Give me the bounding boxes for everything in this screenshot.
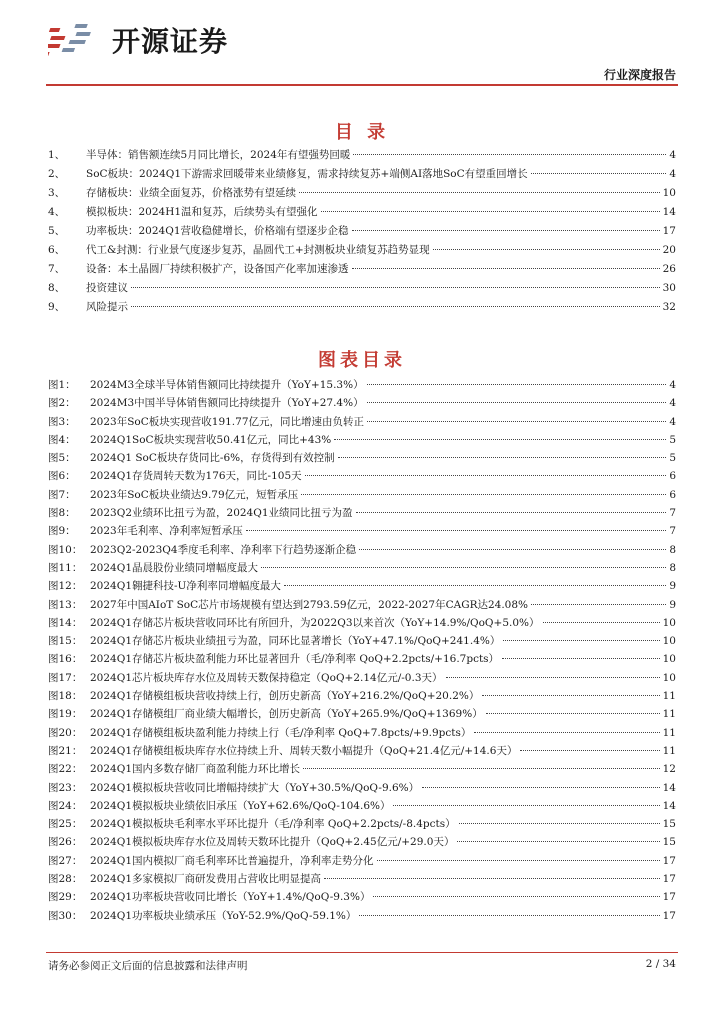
entry-page: 15 (662, 818, 676, 831)
figure-entry[interactable] (48, 486, 676, 504)
entry-title: 2023年SoC板块实现营收191.77亿元，同比增速由负转正 (90, 415, 365, 428)
entry-title: 2023Q2-2023Q4季度毛利率、净利率下行趋势逐渐企稳 (90, 543, 357, 556)
dot-leader (131, 305, 660, 307)
entry-title: 2024Q1模拟板块业绩依旧承压（YoY+62.6%/QoQ-104.6%） (90, 799, 391, 812)
dot-leader (531, 172, 667, 174)
toc-entry[interactable] (48, 298, 676, 317)
dot-leader (446, 676, 660, 678)
entry-number: 图28： (48, 873, 83, 886)
entry-number: 图26： (48, 836, 83, 849)
figure-entry[interactable] (48, 687, 676, 705)
dot-leader (353, 153, 666, 155)
entry-number: 图12： (48, 580, 83, 593)
entry-title: 代工&封测：行业景气度逐步复苏，晶圆代工+封测板块业绩复苏趋势显现 (86, 244, 430, 256)
figure-entry[interactable] (48, 596, 676, 614)
figure-entry[interactable] (48, 852, 676, 870)
entry-number: 9、 (48, 301, 66, 313)
page-number: 2 / 34 (645, 958, 676, 970)
dot-leader (377, 859, 660, 861)
entry-page: 4 (669, 397, 676, 410)
entry-page: 12 (662, 763, 676, 776)
entry-page: 5 (669, 433, 676, 446)
dot-leader (324, 877, 660, 879)
entry-number: 图21： (48, 744, 83, 757)
dot-leader (433, 248, 660, 250)
entry-number: 图15： (48, 635, 83, 648)
header-divider (46, 84, 678, 86)
entry-title: 2024Q1SoC板块实现营收50.41亿元，同比+43% (90, 433, 332, 446)
entry-page: 4 (669, 149, 676, 161)
figure-entry[interactable] (48, 376, 676, 394)
toc-entry[interactable] (48, 260, 676, 279)
entry-number: 图13： (48, 598, 83, 611)
entry-number: 图16： (48, 653, 83, 666)
entry-title: 2024Q1存储模组板块库存水位持续上升、周转天数小幅提升（QoQ+21.4亿元/+14.6天） (90, 744, 518, 757)
toc-entry[interactable] (48, 165, 676, 184)
entry-number: 图2： (48, 397, 76, 410)
entry-title: 2024M3全球半导体销售额同比持续提升（YoY+15.3%） (90, 379, 364, 391)
dot-leader (474, 731, 659, 733)
dot-leader (131, 286, 660, 288)
entry-title: 2024Q1存储芯片板块营收同环比有所回升，为2022Q3以来首次（YoY+14.9%/QoQ+5.0%） (90, 616, 540, 629)
entry-page: 8 (669, 543, 676, 556)
entry-number: 图24： (48, 799, 83, 812)
figure-entry[interactable] (48, 888, 676, 906)
dot-leader (352, 229, 660, 231)
figure-entry[interactable] (48, 779, 676, 797)
toc-entry[interactable] (48, 203, 676, 222)
entry-page: 7 (669, 525, 676, 538)
entry-number: 3、 (48, 187, 66, 199)
dot-leader (301, 493, 666, 495)
entry-title: 模拟板块：2024H1温和复苏，后续势头有望强化 (86, 206, 318, 218)
figure-entry[interactable] (48, 467, 676, 485)
toc-entry[interactable] (48, 222, 676, 241)
entry-page: 5 (669, 452, 676, 465)
entry-title: 2023年毛利率、净利率短暂承压 (90, 525, 243, 538)
brand-name: 开源证券 (112, 25, 229, 58)
entry-number: 图10： (48, 543, 83, 556)
toc-entry[interactable] (48, 146, 676, 165)
entry-page: 17 (662, 225, 676, 237)
entry-number: 4、 (48, 206, 66, 218)
figure-entry[interactable] (48, 797, 676, 815)
entry-title: 2024Q1翱捷科技-U净利率同增幅度最大 (90, 580, 281, 593)
entry-number: 图25： (48, 818, 83, 831)
figure-entry[interactable] (48, 413, 676, 431)
entry-number: 1、 (48, 149, 66, 161)
dot-leader (359, 914, 659, 916)
entry-title: 2024Q1存储模组板块盈利能力持续上行（毛/净利率 QoQ+7.8pcts/+9.9pcts） (90, 726, 472, 739)
dot-leader (321, 210, 660, 212)
entry-number: 2、 (48, 168, 66, 180)
entry-number: 图9： (48, 525, 76, 538)
entry-number: 图8： (48, 507, 76, 520)
entry-number: 图22： (48, 763, 83, 776)
entry-page: 26 (662, 263, 676, 275)
dot-leader (422, 786, 660, 788)
entry-number: 图14： (48, 616, 83, 629)
figure-entry[interactable] (48, 907, 676, 925)
entry-number: 6、 (48, 244, 66, 256)
entry-title: 2024Q1模拟板块营收同比增幅持续扩大（YoY+30.5%/QoQ-9.6%） (90, 781, 420, 794)
entry-number: 图5： (48, 452, 76, 465)
entry-title: 2024Q1存储芯片板块业绩扭亏为盈，同环比显著增长（YoY+47.1%/QoQ+241.4%） (90, 635, 501, 648)
dot-leader (299, 191, 660, 193)
company-logo (48, 18, 228, 62)
figure-entry[interactable] (48, 724, 676, 742)
entry-page: 14 (662, 206, 676, 218)
entry-title: 2024Q1模拟板块毛利率水平环比提升（毛/净利率 QoQ+2.2pcts/-8.4pcts） (90, 818, 456, 831)
entry-number: 图1： (48, 379, 76, 391)
entry-page: 10 (662, 187, 676, 199)
entry-page: 30 (662, 282, 676, 294)
entry-title: 设备：本土晶圆厂持续积极扩产，设备国产化率加速渗透 (86, 263, 349, 275)
figure-list (48, 376, 676, 925)
dot-leader (367, 383, 667, 385)
figure-entry[interactable] (48, 577, 676, 595)
dot-leader (284, 584, 666, 586)
entry-title: SoC板块：2024Q1下游需求回暖带来业绩修复，需求持续复苏+端侧AI落地SoC有望重回增长 (86, 168, 528, 180)
dot-leader (486, 712, 660, 714)
entry-number: 8、 (48, 282, 66, 294)
entry-title: 2024Q1 SoC板块存货同比-6%，存货得到有效控制 (90, 452, 335, 465)
dot-leader (543, 621, 660, 623)
entry-page: 8 (669, 561, 676, 574)
toc-title: 目 录 (334, 122, 390, 143)
entry-title: 2024Q1国内多数存储厂商盈利能力环比增长 (90, 763, 301, 776)
entry-title: 2023年SoC板块业绩达9.79亿元，短暂承压 (90, 488, 299, 501)
entry-title: 2024Q1存储模组厂商业绩大幅增长，创历史新高（YoY+265.9%/QoQ+1369%） (90, 708, 483, 721)
entry-number: 图7： (48, 488, 76, 501)
entry-title: 2024Q1多家模拟厂商研发费用占营收比明显提高 (90, 873, 322, 886)
dot-leader (334, 438, 666, 440)
dot-leader (502, 657, 660, 659)
entry-page: 6 (669, 470, 676, 483)
dot-leader (520, 749, 659, 751)
entry-page: 4 (669, 168, 676, 180)
entry-page: 9 (669, 580, 676, 593)
dot-leader (373, 895, 659, 897)
entry-number: 图11： (48, 561, 83, 574)
entry-number: 图18： (48, 690, 83, 703)
kaiyuan-logo-mark-icon (48, 18, 104, 62)
entry-title: 2027年中国AIoT SoC芯片市场规模有望达到2793.59亿元，2022-2027年CAGR达24.08% (90, 598, 529, 611)
entry-title: 2024Q1存货周转天数为176天，同比-105天 (90, 470, 302, 483)
figure-entry[interactable] (48, 394, 676, 412)
entry-title: 2024Q1晶晨股份业绩同增幅度最大 (90, 561, 259, 574)
figure-entry[interactable] (48, 449, 676, 467)
figure-entry[interactable] (48, 669, 676, 687)
dot-leader (305, 474, 667, 476)
entry-title: 2024Q1功率板块营收同比增长（YoY+1.4%/QoQ-9.3%） (90, 891, 371, 904)
figure-entry[interactable] (48, 870, 676, 888)
entry-page: 10 (662, 671, 676, 684)
figure-entry[interactable] (48, 431, 676, 449)
figures-title: 图表目录 (318, 350, 406, 371)
entry-number: 图30： (48, 909, 83, 922)
entry-number: 图17： (48, 671, 83, 684)
dot-leader (393, 804, 659, 806)
toc-entry[interactable] (48, 241, 676, 260)
figure-entry[interactable] (48, 541, 676, 559)
entry-page: 17 (662, 854, 676, 867)
entry-number: 图19： (48, 708, 83, 721)
figure-entry[interactable] (48, 559, 676, 577)
entry-page: 6 (669, 488, 676, 501)
entry-number: 图4： (48, 433, 76, 446)
toc-entry[interactable] (48, 184, 676, 203)
entry-title: 功率板块：2024Q1营收稳健增长，价格端有望逐步企稳 (86, 225, 349, 237)
entry-title: 风险提示 (86, 301, 128, 313)
figure-entry[interactable] (48, 614, 676, 632)
entry-title: 2024Q1存储芯片板块盈利能力环比显著回升（毛/净利率 QoQ+2.2pcts/+16.7pcts） (90, 653, 500, 666)
dot-leader (246, 529, 667, 531)
entry-title: 半导体：销售额连续5月同比增长，2024年有望强势回暖 (86, 149, 351, 161)
figure-entry[interactable] (48, 742, 676, 760)
entry-title: 投资建议 (86, 282, 128, 294)
entry-title: 2024Q1芯片板块库存水位及周转天数保持稳定（QoQ+2.14亿元/-0.3天） (90, 671, 443, 684)
figure-entry[interactable] (48, 650, 676, 668)
entry-page: 10 (662, 616, 676, 629)
entry-title: 2024M3中国半导体销售额同比持续提升（YoY+27.4%） (90, 397, 364, 410)
entry-number: 图3： (48, 415, 76, 428)
dot-leader (303, 767, 660, 769)
figure-entry[interactable] (48, 632, 676, 650)
entry-page: 14 (662, 799, 676, 812)
entry-page: 4 (669, 415, 676, 428)
entry-number: 5、 (48, 225, 66, 237)
entry-page: 11 (662, 690, 676, 703)
entry-title: 存储板块：业绩全面复苏，价格涨势有望延续 (86, 187, 296, 199)
entry-page: 9 (669, 598, 676, 611)
dot-leader (459, 822, 660, 824)
entry-page: 11 (662, 744, 676, 757)
entry-number: 图23： (48, 781, 83, 794)
entry-page: 11 (662, 726, 676, 739)
entry-page: 10 (662, 635, 676, 648)
entry-number: 图29： (48, 891, 83, 904)
report-type-label: 行业深度报告 (603, 68, 676, 82)
entry-page: 7 (669, 507, 676, 520)
dot-leader (338, 456, 667, 458)
entry-page: 10 (662, 653, 676, 666)
entry-number: 图20： (48, 726, 83, 739)
entry-title: 2024Q1存储模组板块营收持续上行，创历史新高（YoY+216.2%/QoQ+20.2%） (90, 690, 480, 703)
entry-number: 图6： (48, 470, 76, 483)
entry-title: 2024Q1功率板块业绩承压（YoY-52.9%/QoQ-59.1%） (90, 909, 357, 922)
figure-entry[interactable] (48, 705, 676, 723)
entry-title: 2024Q1国内模拟厂商毛利率环比普遍提升，净利率走势分化 (90, 854, 374, 867)
entry-page: 20 (662, 244, 676, 256)
entry-number: 7、 (48, 263, 66, 275)
entry-page: 17 (662, 909, 676, 922)
dot-leader (261, 566, 666, 568)
footer-divider (46, 952, 678, 953)
figure-entry[interactable] (48, 522, 676, 540)
dot-leader (367, 401, 667, 403)
toc-list (48, 146, 676, 317)
dot-leader (457, 840, 659, 842)
footer-disclaimer: 请务必参阅正文后面的信息披露和法律声明 (48, 960, 248, 972)
dot-leader (503, 639, 659, 641)
figure-entry[interactable] (48, 760, 676, 778)
dot-leader (482, 694, 659, 696)
dot-leader (356, 511, 667, 513)
entry-page: 15 (662, 836, 676, 849)
entry-page: 32 (662, 301, 676, 313)
entry-number: 图27： (48, 854, 83, 867)
dot-leader (352, 267, 660, 269)
dot-leader (359, 548, 666, 550)
figure-entry[interactable] (48, 815, 676, 833)
entry-page: 11 (662, 708, 676, 721)
entry-page: 17 (662, 873, 676, 886)
entry-page: 14 (662, 781, 676, 794)
entry-title: 2023Q2业绩环比扭亏为盈，2024Q1业绩同比扭亏为盈 (90, 507, 353, 520)
entry-page: 17 (662, 891, 676, 904)
figure-entry[interactable] (48, 833, 676, 851)
toc-entry[interactable] (48, 279, 676, 298)
dot-leader (531, 603, 666, 605)
dot-leader (367, 420, 666, 422)
entry-title: 2024Q1模拟板块库存水位及周转天数环比提升（QoQ+2.45亿元/+29.0天） (90, 836, 455, 849)
figure-entry[interactable] (48, 504, 676, 522)
entry-page: 4 (669, 379, 676, 391)
